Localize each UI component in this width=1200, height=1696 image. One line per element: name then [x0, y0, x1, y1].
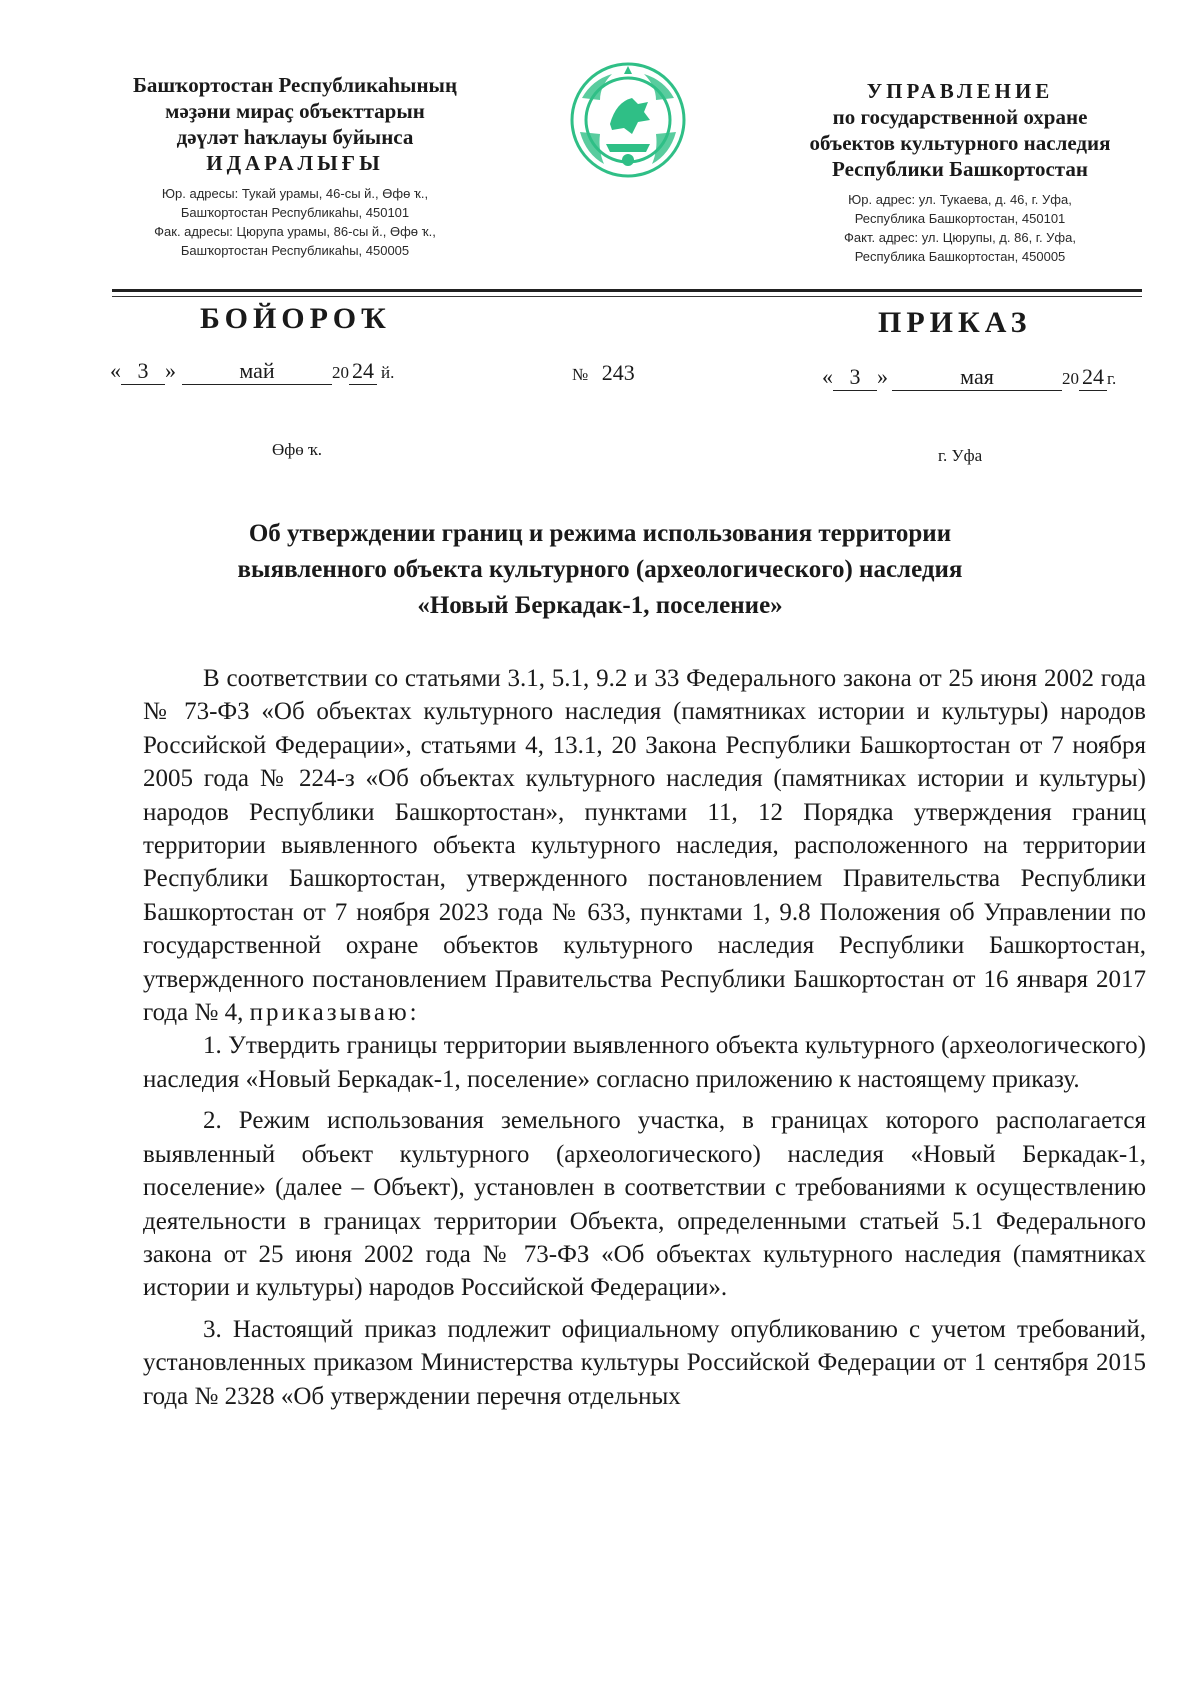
org-name-line: по государственной охране: [832, 105, 1088, 129]
org-header-bashkir: [110, 72, 480, 260]
date-year-prefix: 20: [1062, 369, 1079, 388]
date-quote-close: »: [165, 358, 176, 383]
title-line: «Новый Беркадак-1, поселение»: [417, 592, 783, 619]
body-paragraph-item-2: 2. Режим использования земельного участка, в границах которого располагается выявленный объект культурного (археологического) наследия «Новый Беркадак-1, поселение» (далее – Объект), установлен в соответствии с требованиями к осуществлению деятельности в границах территории Объекта, определенными статьей 5.1 Федерального закона от 25 июня 2002 года № 73-ФЗ «Об объектах культурного наследия (памятниках истории и культуры) народов Российской Федерации».: [143, 1107, 1146, 1302]
city-russian: г. Уфа: [938, 446, 983, 465]
date-day: 3: [833, 364, 877, 391]
address-line: Юр. адресы: Тукай урамы, 46-сы й., Өфө ҡ.,: [161, 186, 429, 201]
bashkortostan-emblem-icon: [566, 58, 690, 182]
number-value: 243: [601, 360, 635, 385]
title-line: Об утверждении границ и режима использования территории: [248, 520, 952, 547]
address-line: Республика Башкортостан, 450101: [854, 211, 1066, 226]
org-header-russian: [780, 78, 1140, 266]
address-line: Республика Башкортостан, 450005: [854, 249, 1066, 264]
date-month: май: [182, 358, 332, 385]
date-year-prefix: 20: [332, 363, 349, 382]
date-day: 3: [121, 358, 165, 385]
org-name-line: объектов культурного наследия: [809, 131, 1111, 155]
org-name-line: дәүләт һаҡлауы буйынса: [176, 125, 414, 149]
order-verb: приказываю:: [249, 999, 420, 1027]
address-line: Факт. адрес: ул. Цюрупы, д. 86, г. Уфа,: [844, 230, 1076, 245]
order-date-russian: [822, 364, 1116, 391]
body-paragraph-preamble: [143, 662, 1146, 1029]
order-title-russian: ПРИКАЗ: [878, 306, 1032, 339]
date-year-suffix: 24: [1079, 364, 1107, 391]
address-line: Фак. адресы: Цюрупа урамы, 86-сы й., Өфө ҡ.,: [154, 224, 436, 239]
title-line: выявленного объекта культурного (археологического) наследия: [237, 556, 963, 583]
order-date-bashkir: [110, 358, 394, 385]
address-line: Башҡортостан Республикаһы, 450101: [180, 205, 410, 220]
document-title: [150, 516, 1050, 624]
org-name-caps: ИДАРАЛЫҒЫ: [206, 151, 384, 175]
date-quote-open: «: [110, 358, 121, 383]
body-paragraph-item-3: 3. Настоящий приказ подлежит официальному опубликованию с учетом требований, установленных приказом Министерства культуры Российской Федерации от 1 сентября 2015 года № 2328 «Об утверждении перечня отдельных: [143, 1315, 1146, 1410]
order-number: [572, 360, 635, 386]
org-name-caps: УПРАВЛЕНИЕ: [866, 79, 1054, 103]
number-sign: №: [572, 365, 589, 384]
city-bashkir: Өфө ҡ.: [272, 440, 323, 459]
header-divider-thin: [112, 296, 1142, 297]
address-line: Юр. адрес: ул. Тукаева, д. 46, г. Уфа,: [848, 192, 1072, 207]
date-quote-close: »: [877, 364, 888, 389]
preamble-text: В соответствии со статьями 3.1, 5.1, 9.2 и 33 Федерального закона от 25 июня 2002 года № 73-ФЗ «Об объектах культурного наследия (памятниках истории и культуры) народов Российской Федерации», статьями 4, 13.1, 20 Закона Республики Башкортостан от 7 ноября 2005 года № 224-з «Об объектах культурного наследия (памятниках истории и культуры) народов Республики Башкортостан», пунктами 11, 12 Порядка утверждения границ территории выявленного объекта культурного наследия, расположенного на территории Республики Башкортостан, утвержденного постановлением Правительства Республики Башкортостан от 7 ноября 2023 года № 633, пунктами 1, 9.8 Положения об Управлении по государственной охране объектов культурного наследия Республики Башкортостан, утвержденного постановлением Правительства Республики Башкортостан от 16 января 2017 года № 4,: [143, 665, 1146, 1027]
date-quote-open: «: [822, 364, 833, 389]
org-address: [780, 190, 1140, 266]
date-month: мая: [892, 364, 1062, 391]
header-divider: [112, 289, 1142, 292]
document-body: [143, 662, 1146, 1413]
order-title-bashkir: БОЙОРОҠ: [200, 302, 391, 335]
org-address: [110, 184, 480, 260]
date-year-suffix: 24: [349, 358, 377, 385]
body-paragraph-item-1: 1. Утвердить границы территории выявленного объекта культурного (археологического) наследия «Новый Беркадак-1, поселение» согласно приложению к настоящему приказу.: [143, 1032, 1146, 1093]
org-name-line: Республики Башкортостан: [832, 157, 1088, 181]
org-name-line: Башҡортостан Республикаһының: [132, 73, 458, 97]
address-line: Башҡортостан Республикаһы, 450005: [180, 243, 410, 258]
org-name-line: мәҙәни мираҫ объекттарын: [165, 99, 425, 123]
date-year-abbr: й.: [381, 363, 395, 382]
date-year-abbr: г.: [1107, 369, 1117, 388]
